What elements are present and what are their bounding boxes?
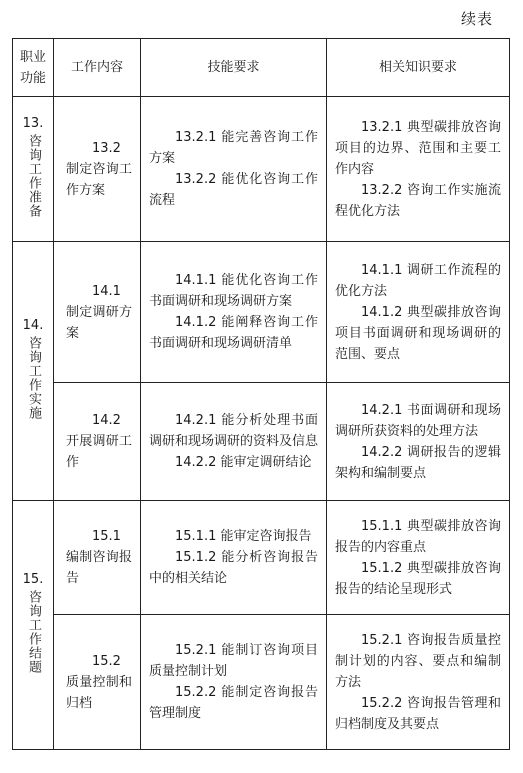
skills-cell	[141, 615, 327, 750]
work-content: 14.1 制定调研方案	[66, 283, 134, 341]
knowledge-item: 14.2.1 书面调研和现场调研所获资料的处理方法	[335, 402, 501, 439]
header-skills: 技能要求	[141, 39, 327, 97]
work-content-cell	[54, 383, 141, 501]
knowledge-cell	[327, 501, 510, 615]
skills-cell	[141, 97, 327, 242]
skill-item: 15.2.1 能制订咨询项目质量控制计划	[149, 643, 318, 679]
skills-cell	[141, 242, 327, 383]
work-content-cell	[54, 501, 141, 615]
skills-cell	[141, 501, 327, 615]
table-row	[13, 97, 510, 242]
knowledge-cell	[327, 383, 510, 501]
work-content-cell	[54, 242, 141, 383]
skill-item: 14.2.2 能审定调研结论	[175, 455, 312, 470]
knowledge-item: 14.2.2 调研报告的逻辑架构和编制要点	[335, 444, 501, 481]
knowledge-item: 13.2.2 咨询工作实施流程优化方法	[335, 182, 501, 219]
knowledge-item: 15.2.2 咨询报告管理和归档制度及其要点	[335, 695, 501, 732]
function-cell	[13, 97, 54, 242]
work-content: 15.2 质量控制和归档	[66, 653, 134, 711]
occupation-standard-table	[12, 38, 510, 750]
skill-item: 15.1.1 能审定咨询报告	[175, 529, 312, 544]
skill-item: 15.2.2 能制定咨询报告管理制度	[149, 685, 318, 721]
work-content: 14.2 开展调研工作	[66, 413, 134, 470]
function-number: 14.	[22, 318, 44, 333]
header-knowledge: 相关知识要求	[327, 39, 510, 97]
table-row	[13, 242, 510, 383]
knowledge-item: 13.2.1 典型碳排放咨询项目的边界、范围和主要工作内容	[335, 119, 501, 177]
knowledge-cell	[327, 97, 510, 242]
function-cell	[13, 501, 54, 750]
skill-item: 14.2.1 能分析处理书面调研和现场调研的资料及信息	[149, 413, 319, 449]
skill-item: 13.2.1 能完善咨询工作方案	[149, 130, 318, 166]
knowledge-item: 15.1.1 典型碳排放咨询报告的内容重点	[335, 518, 501, 555]
table-row	[13, 383, 510, 501]
skill-item: 14.1.1 能优化咨询工作书面调研和现场调研方案	[149, 273, 318, 309]
knowledge-cell	[327, 615, 510, 750]
function-name: 咨询工作实施	[26, 336, 41, 420]
knowledge-item: 15.1.2 典型碳排放咨询报告的结论呈现形式	[335, 560, 501, 597]
skill-item: 15.1.2 能分析咨询报告中的相关结论	[149, 550, 318, 586]
knowledge-cell	[327, 242, 510, 383]
header-function: 职业功能	[13, 39, 54, 97]
header-content: 工作内容	[54, 39, 141, 97]
function-cell	[13, 242, 54, 501]
table-row	[13, 615, 510, 750]
function-number: 13.	[22, 116, 44, 131]
work-content-cell	[54, 97, 141, 242]
knowledge-item: 14.1.1 调研工作流程的优化方法	[335, 262, 501, 299]
continued-label: 续表	[460, 10, 493, 28]
function-number: 15.	[22, 572, 44, 587]
work-content: 15.1 编制咨询报告	[66, 529, 134, 586]
table-row	[13, 501, 510, 615]
work-content-cell	[54, 615, 141, 750]
function-name: 咨询工作结题	[26, 590, 41, 674]
skill-item: 14.1.2 能阐释咨询工作书面调研和现场调研清单	[149, 315, 318, 351]
knowledge-item: 14.1.2 典型碳排放咨询项目书面调研和现场调研的范围、要点	[335, 304, 501, 362]
skill-item: 13.2.2 能优化咨询工作流程	[149, 172, 318, 208]
knowledge-item: 15.2.1 咨询报告质量控制计划的内容、要点和编制方法	[335, 632, 501, 690]
header-row	[13, 39, 510, 97]
function-name: 咨询工作准备	[26, 134, 41, 218]
skills-cell	[141, 383, 327, 501]
work-content: 13.2 制定咨询工作方案	[66, 140, 134, 198]
